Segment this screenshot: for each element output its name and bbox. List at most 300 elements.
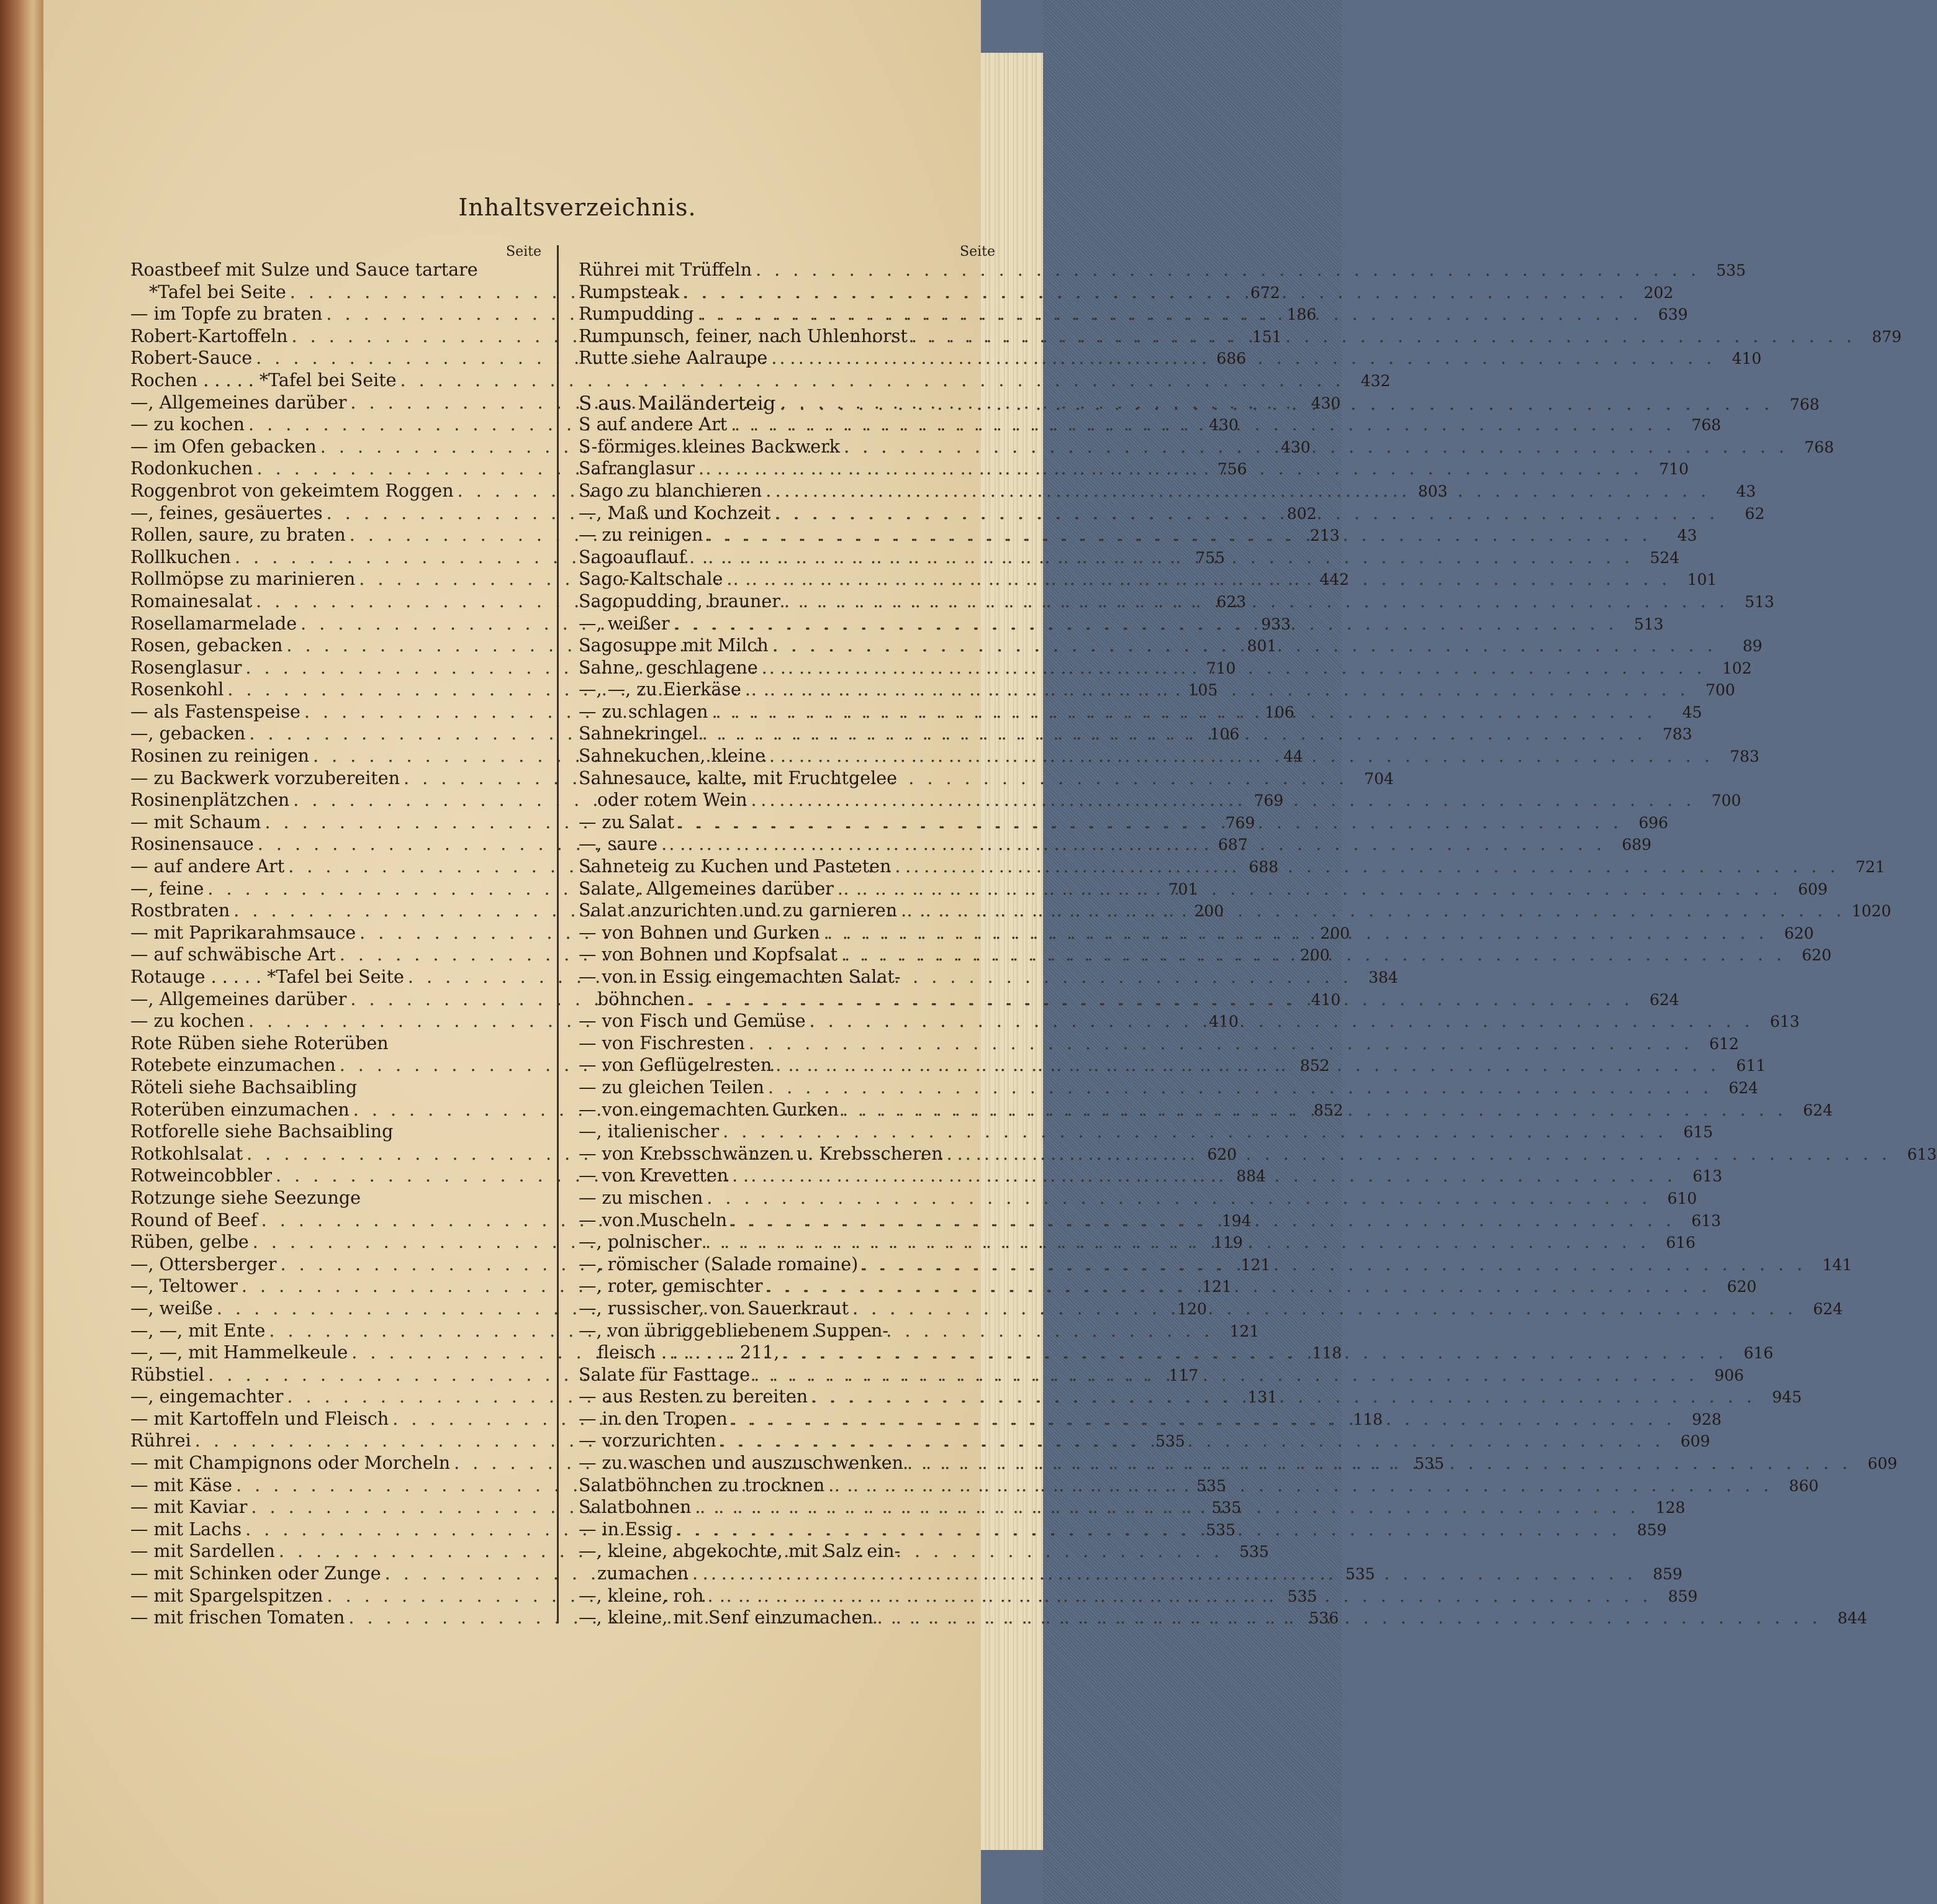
entry-page-number: 616 [1743, 1344, 1774, 1363]
dot-leader [834, 878, 1782, 899]
entry-text: — mit Kaviar [130, 1497, 248, 1518]
entry-page-number: 859 [1668, 1587, 1698, 1605]
entry-page-number: 928 [1692, 1410, 1722, 1428]
dot-leader [703, 1188, 1651, 1208]
entry-text: — auf schwäbische Art [130, 944, 336, 965]
dot-leader [808, 1386, 1756, 1407]
entry-page-number: 624 [1813, 1299, 1843, 1318]
entry-text: — zu schlagen [579, 701, 708, 722]
entry-page-number: 945 [1772, 1388, 1802, 1407]
dot-leader [657, 834, 1605, 854]
entry-text: —, Allgemeines darüber [130, 392, 347, 413]
dot-leader [670, 613, 1618, 634]
entry-text: Rosellamarmelade [130, 613, 297, 634]
entry-text: Romainesalat [130, 590, 253, 611]
entry-text: — von Fischresten [579, 1032, 745, 1054]
entry-text: —, italienischer [579, 1121, 720, 1142]
entry-text: S auf andere Art [579, 414, 728, 435]
dot-leader [820, 923, 1768, 943]
entry-page-number: 43 [1736, 482, 1756, 500]
page-heading: Inhaltsverzeichnis. [458, 194, 697, 221]
entry-page-number: 933 [1261, 615, 1291, 633]
entry-page-number: 45 [1682, 703, 1702, 721]
entry-text: Sahnekuchen, kleine [579, 746, 765, 767]
entry-page-number: 213 [1310, 526, 1340, 545]
entry-page-number: 141 [1822, 1255, 1853, 1274]
entry-page-number: 513 [1633, 615, 1664, 633]
entry-text: — im Ofen gebacken [130, 436, 317, 457]
entry-page-number: 432 [1360, 371, 1391, 390]
entry-text: Rüben, gelbe [130, 1232, 249, 1253]
entry-page-number: 803 [1417, 482, 1448, 500]
entry-page-number: 624 [1649, 990, 1679, 1009]
index-entry [579, 1032, 1739, 1055]
entry-text: — mit Käse [130, 1474, 232, 1496]
entry-text: —, —, mit Hammelkeule [130, 1342, 348, 1363]
index-entry [579, 1187, 1697, 1210]
entry-page-number: 194 [1221, 1211, 1252, 1230]
dot-leader [897, 900, 1845, 921]
entry-page-number: 620 [1802, 946, 1831, 965]
dot-leader [685, 989, 1633, 1009]
entry-text: Rosinen zu reinigen [130, 746, 309, 767]
entry-text: Roterüben einzumachen [130, 1099, 350, 1120]
entry-page-number: 609 [1680, 1432, 1710, 1451]
dot-leader [891, 856, 1839, 877]
entry-text: Rührei mit Trüffeln [579, 259, 752, 280]
entry-page-number: 769 [1225, 813, 1255, 832]
entry-text: Roastbeef mit Sulze und Sauce tartare [130, 259, 478, 280]
dot-leader [943, 1144, 1891, 1164]
entry-page-number: 524 [1650, 548, 1680, 567]
dot-leader [775, 392, 1773, 415]
entry-page-number: 200 [1300, 946, 1330, 965]
entry-page-number: 410 [1209, 1013, 1239, 1031]
entry-text: —, feines, gesäuertes [130, 502, 323, 523]
entry-page-number: 844 [1837, 1609, 1867, 1628]
dot-leader [772, 1055, 1720, 1075]
entry-text: Salat anzurichten und zu garnieren [579, 900, 898, 921]
dot-leader [685, 547, 1633, 567]
entry-text: — zu Salat [579, 811, 675, 832]
entry-page-number: 612 [1709, 1034, 1739, 1053]
entry-page-number: 121 [1202, 1278, 1232, 1296]
entry-page-number: 704 [1364, 769, 1394, 788]
entry-page-number: 430 [1209, 416, 1239, 435]
entry-page-number: 121 [1229, 1322, 1260, 1340]
entry-text: —, kleine, mit Senf einzumachen [579, 1607, 874, 1628]
entry-text: — mit Sardellen [130, 1541, 275, 1562]
entry-text: —, —, mit Ente [130, 1320, 266, 1341]
entry-text: —, kleine, abgekochte, mit Salz ein- [579, 1541, 901, 1562]
entry-text: Rollen, saure, zu braten [130, 525, 346, 546]
entry-page-number: 535 [1206, 1520, 1236, 1539]
dot-leader [767, 348, 1715, 368]
entry-text: zumachen [597, 1563, 689, 1584]
entry-page-number: 186 [1286, 305, 1317, 324]
entry-text: — zu kochen [130, 1011, 245, 1032]
page-column-label-right: Seite [960, 244, 995, 259]
entry-text: — mit Schaum [130, 811, 261, 832]
entry-text: Rumpudding [579, 304, 694, 325]
entry-page-number: 118 [1353, 1410, 1383, 1428]
entry-text: — mit Lachs [130, 1518, 242, 1540]
entry-text: böhnchen [597, 988, 685, 1009]
entry-text: Round of Beef [130, 1209, 258, 1230]
entry-text: Salatböhnchen zu trocknen [579, 1474, 825, 1496]
dot-leader [806, 1011, 1754, 1031]
entry-page-number: 884 [1236, 1167, 1266, 1186]
entry-text: —, feine [130, 878, 204, 899]
entry-text: Safranglasur [579, 458, 695, 479]
entry-page-number: 756 [1217, 460, 1247, 479]
entry-text: Rote Rüben siehe Roterüben [130, 1032, 389, 1054]
entry-text: — aus Resten zu bereiten [579, 1386, 808, 1407]
index-entry [130, 1033, 553, 1055]
dot-leader [752, 259, 1700, 280]
index-entry [579, 1076, 1759, 1099]
dot-leader [762, 481, 1710, 501]
entry-page-number: 613 [1769, 1013, 1800, 1031]
entry-text: —, kleine, roh [579, 1585, 704, 1606]
entry-page-number: 689 [1622, 836, 1652, 854]
dot-leader [698, 723, 1646, 744]
entry-page-number: 384 [1368, 968, 1398, 986]
dot-leader [716, 1430, 1664, 1451]
entry-page-number: 686 [1216, 350, 1247, 368]
entry-text: Rührei [130, 1430, 191, 1451]
entry-page-number: 535 [1414, 1455, 1445, 1473]
entry-text: —, römischer (Salade romaine) [579, 1253, 859, 1275]
index-entry [579, 370, 1001, 392]
entry-text: Röteli siehe Bachsaibling [130, 1076, 358, 1098]
dot-leader [708, 702, 1656, 722]
entry-text: S aus Mailänderteig [579, 392, 776, 415]
entry-text: Rutte siehe Aalraupe [579, 348, 768, 369]
entry-page-number: 410 [1732, 350, 1762, 368]
entry-page-number: 700 [1705, 681, 1735, 700]
entry-text: —, saure [579, 834, 658, 855]
page-column-label-left: Seite [506, 244, 541, 259]
entry-page-number: 43 [1677, 526, 1697, 545]
entry-text: — in Essig [579, 1518, 673, 1540]
entry-text: Sago zu blanchieren [579, 480, 762, 501]
entry-page-number: 859 [1653, 1565, 1682, 1584]
entry-text: Rumpunsch, feiner, nach Uhlenhorst [579, 325, 908, 346]
entry-page-number: 89 [1742, 637, 1763, 656]
entry-page-number: 131 [1247, 1388, 1278, 1407]
index-entry [579, 259, 1746, 282]
entry-text: — zu Backwerk vorzubereiten [130, 767, 400, 788]
entry-text: — von Muscheln [579, 1209, 728, 1230]
entry-page-number: 639 [1658, 305, 1688, 324]
entry-page-number: 620 [1207, 1145, 1237, 1163]
entry-text: Rumpsteak [579, 281, 680, 302]
dot-leader [695, 458, 1643, 479]
entry-text: Sagosuppe mit Milch [579, 635, 769, 656]
entry-text: Rodonkuchen [130, 458, 253, 479]
dot-leader [745, 1033, 1693, 1054]
dot-leader [769, 635, 1717, 656]
entry-text: — von Geflügelresten [579, 1055, 772, 1076]
entry-page-number: 128 [1655, 1499, 1686, 1517]
entry-text: S-förmiges kleines Backwerk [579, 436, 841, 457]
entry-page-number: 700 [1711, 792, 1741, 810]
entry-page-number: 852 [1313, 1101, 1343, 1119]
entry-text: Rotauge . . . . . *Tafel bei Seite [130, 967, 404, 987]
dot-leader [838, 944, 1786, 965]
entry-text: — von eingemachten Gurken [579, 1099, 839, 1120]
entry-page-number: 609 [1798, 880, 1828, 898]
entry-page-number: 755 [1195, 548, 1226, 567]
entry-page-number: 616 [1666, 1234, 1696, 1252]
entry-page-number: 118 [1312, 1344, 1342, 1363]
entry-text: Robert-Sauce [130, 348, 253, 369]
entry-page-number: 860 [1789, 1476, 1819, 1495]
entry-text: Rosenkohl [130, 679, 224, 700]
entry-text: Rosinenplätzchen [130, 790, 290, 811]
entry-page-number: 535 [1239, 1543, 1269, 1561]
dot-leader [758, 657, 1706, 678]
entry-text: —, —, zu Eierkäse [579, 679, 741, 700]
entry-text: fleisch . . . . . . . 211, [597, 1342, 780, 1363]
entry-page-number: 121 [1240, 1255, 1271, 1274]
entry-page-number: 117 [1168, 1366, 1199, 1384]
entry-text: —, gebacken [130, 723, 246, 744]
entry-page-number: 879 [1872, 327, 1902, 346]
entry-text: Rostbraten [130, 900, 230, 921]
entry-page-number: 768 [1691, 416, 1722, 435]
dot-leader [750, 1365, 1698, 1385]
entry-page-number: 611 [1736, 1057, 1766, 1075]
entry-page-number: 535 [1716, 261, 1746, 279]
entry-text: Sahneteig zu Kuchen und Pasteten [579, 856, 892, 877]
entry-page-number: 859 [1637, 1520, 1667, 1539]
entry-text: Rosinensauce [130, 834, 254, 855]
dot-leader [673, 1519, 1621, 1540]
dot-leader [703, 1586, 1651, 1606]
index-entry [579, 1541, 1001, 1563]
entry-text: oder rotem Wein [597, 790, 747, 811]
entry-page-number: 535 [1211, 1499, 1242, 1517]
entry-text: — zu reinigen [579, 525, 703, 546]
entry-text: — zu waschen und auszuschwenken [579, 1453, 904, 1474]
dot-leader [824, 1475, 1772, 1496]
entry-text: — von in Essig eingemachten Salat- [579, 967, 901, 987]
dot-leader [874, 1607, 1822, 1628]
entry-page-number: 613 [1692, 1167, 1723, 1186]
dot-leader [679, 282, 1627, 302]
entry-page-number: 710 [1206, 659, 1236, 677]
entry-text: — von Krevetten [579, 1165, 729, 1186]
entry-page-number: 701 [1168, 880, 1198, 898]
entry-text: — auf andere Art [130, 856, 285, 877]
entry-page-number: 105 [1188, 681, 1218, 700]
entry-text: Rollmöpse zu marinieren [130, 569, 356, 590]
entry-text: Rotweincobbler [130, 1165, 273, 1186]
entry-text: — mit Champignons oder Morcheln [130, 1453, 451, 1474]
entry-page-number: 906 [1714, 1366, 1745, 1384]
entry-page-number: 783 [1730, 747, 1759, 766]
entry-page-number: 442 [1319, 571, 1350, 589]
book-spine-left-edge [0, 0, 43, 1904]
dot-leader [779, 1342, 1727, 1363]
dot-leader [703, 525, 1651, 545]
entry-text: — von Bohnen und Kopfsalat [579, 944, 838, 965]
entry-text: Rollkuchen [130, 546, 232, 567]
entry-page-number: 624 [1728, 1078, 1759, 1097]
entry-text: — mit Paprikarahmsauce [130, 922, 356, 943]
entry-page-number: 721 [1855, 858, 1885, 877]
entry-text: Sagopudding, brauner [579, 590, 780, 611]
entry-page-number: 536 [1309, 1609, 1339, 1628]
index-entry [130, 1077, 553, 1099]
entry-text: Rosenglasur [130, 657, 242, 678]
entry-page-number: 613 [1907, 1145, 1937, 1163]
entry-page-number: 200 [1320, 924, 1350, 942]
entry-text: Sago-Kaltschale [579, 569, 723, 590]
dot-leader [762, 1276, 1710, 1296]
entry-text: Robert-Kartoffeln [130, 325, 288, 346]
index-entry [579, 768, 1001, 790]
entry-text: — zu kochen [130, 414, 245, 435]
entry-text: —, weiße [130, 1297, 213, 1319]
index-entry [579, 967, 1001, 989]
entry-page-number: 106 [1209, 725, 1240, 744]
entry-page-number: 852 [1299, 1057, 1330, 1075]
entry-text: —, eingemachter [130, 1386, 284, 1407]
index-entry [579, 1320, 1001, 1343]
entry-text: — vorzurichten [579, 1430, 716, 1451]
entry-page-number: 430 [1311, 394, 1341, 412]
entry-page-number: 610 [1667, 1189, 1697, 1207]
entry-page-number: 202 [1643, 283, 1674, 302]
entry-page-number: 672 [1250, 283, 1280, 302]
index-entry [130, 1188, 553, 1210]
entry-text: —, von übriggebliebenem Suppen- [579, 1320, 888, 1341]
dot-leader [728, 1409, 1676, 1429]
entry-text: Rotebete einzumachen [130, 1055, 336, 1076]
index-entry [130, 259, 553, 282]
entry-page-number: 430 [1281, 438, 1311, 456]
entry-text: Rosen, gebacken [130, 635, 283, 656]
entry-page-number: 535 [1345, 1565, 1375, 1584]
entry-page-number: 513 [1745, 592, 1774, 611]
entry-text: —, Ottersberger [130, 1253, 277, 1275]
dot-leader [719, 1121, 1667, 1142]
entry-text: — von Bohnen und Gurken [579, 922, 820, 943]
entry-page-number: 62 [1745, 504, 1765, 523]
entry-page-number: 101 [1687, 571, 1717, 589]
dot-leader [858, 1254, 1806, 1275]
dot-leader [727, 414, 1675, 435]
entry-page-number: 609 [1867, 1455, 1898, 1473]
entry-text: —, Teltower [130, 1276, 238, 1297]
entry-text: — von Krebsschwänzen u. Krebsscheren [579, 1143, 943, 1164]
entry-page-number: 102 [1722, 659, 1752, 677]
entry-text: — in den Tropen [579, 1408, 728, 1429]
entry-page-number: 687 [1218, 836, 1248, 854]
entry-page-number: 119 [1213, 1234, 1243, 1252]
entry-text: —, Maß und Kochzeit [579, 502, 771, 523]
entry-text: — mit Schinken oder Zunge [130, 1563, 381, 1584]
entry-page-number: 44 [1283, 747, 1303, 766]
entry-page-number: 613 [1691, 1211, 1722, 1230]
entry-text: Salatbohnen [579, 1497, 692, 1518]
entry-text: Salate, Allgemeines darüber [579, 878, 834, 899]
dot-leader [765, 746, 1714, 766]
entry-text: — zu mischen [579, 1187, 703, 1208]
entry-text: — von Fisch und Gemüse [579, 1011, 806, 1032]
entry-page-number: 623 [1216, 592, 1247, 611]
dot-leader [723, 569, 1671, 589]
index-entry [130, 1121, 553, 1144]
entry-page-number: 620 [1784, 924, 1814, 942]
entry-page-number: 120 [1177, 1299, 1207, 1318]
entry-text: Sahnekringel [579, 723, 698, 744]
entry-text: Sagoauflauf [579, 546, 686, 567]
dot-leader [839, 1099, 1787, 1120]
entry-text: Rotforelle siehe Bachsaibling [130, 1121, 394, 1142]
entry-text: — im Topfe zu braten [130, 304, 323, 325]
entry-text: —, roter, gemischter [579, 1276, 763, 1297]
entry-page-number: 106 [1265, 703, 1294, 721]
entry-text: —, polnischer [579, 1232, 702, 1253]
entry-text: — mit frischen Tomaten [130, 1607, 345, 1628]
index-entry [579, 1121, 1714, 1144]
entry-text: — als Fastenspeise [130, 701, 300, 722]
entry-page-number: 535 [1196, 1476, 1226, 1495]
entry-text: Sahne, geschlagene [579, 657, 758, 678]
entry-page-number: 151 [1252, 327, 1282, 346]
entry-page-number: 535 [1287, 1587, 1317, 1605]
entry-page-number: 624 [1803, 1101, 1833, 1119]
dot-leader [691, 1497, 1639, 1517]
dot-leader [728, 1165, 1676, 1186]
entry-page-number: 696 [1638, 813, 1669, 832]
entry-page-number: 688 [1248, 858, 1279, 877]
entry-text: —, russischer, von Sauerkraut [579, 1297, 849, 1319]
entry-page-number: 710 [1659, 460, 1689, 479]
entry-text: — mit Spargelspitzen [130, 1585, 323, 1606]
entry-text: — mit Kartoffeln und Fleisch [130, 1408, 389, 1429]
entry-page-number: 769 [1253, 792, 1284, 810]
entry-page-number: 200 [1194, 902, 1224, 921]
dot-leader [741, 679, 1689, 700]
entry-text: Roggenbrot von gekeimtem Roggen [130, 480, 454, 501]
entry-text: —, weißer [579, 613, 670, 634]
entry-text: Rochen . . . . . *Tafel bei Seite [130, 369, 397, 390]
entry-text: Rotzunge siehe Seezunge [130, 1187, 361, 1208]
entry-page-number: 1020 [1851, 902, 1892, 921]
dot-leader [849, 1298, 1797, 1319]
dot-leader [840, 436, 1788, 457]
entry-text: Rotkohlsalat [130, 1143, 243, 1164]
dot-leader [770, 503, 1718, 523]
entry-page-number: 535 [1155, 1432, 1185, 1451]
dot-leader [702, 1232, 1650, 1252]
entry-text: Salate für Fasttage [579, 1364, 751, 1385]
dot-leader [780, 591, 1728, 611]
entry-page-number: 783 [1662, 725, 1692, 744]
entry-page-number: 615 [1683, 1123, 1714, 1142]
entry-page-number: 801 [1247, 637, 1277, 656]
entry-text: —, Allgemeines darüber [130, 988, 347, 1009]
dot-leader [908, 326, 1856, 346]
entry-text: Rübstiel [130, 1364, 205, 1385]
dot-leader [747, 790, 1695, 810]
index-entry [130, 369, 1391, 392]
